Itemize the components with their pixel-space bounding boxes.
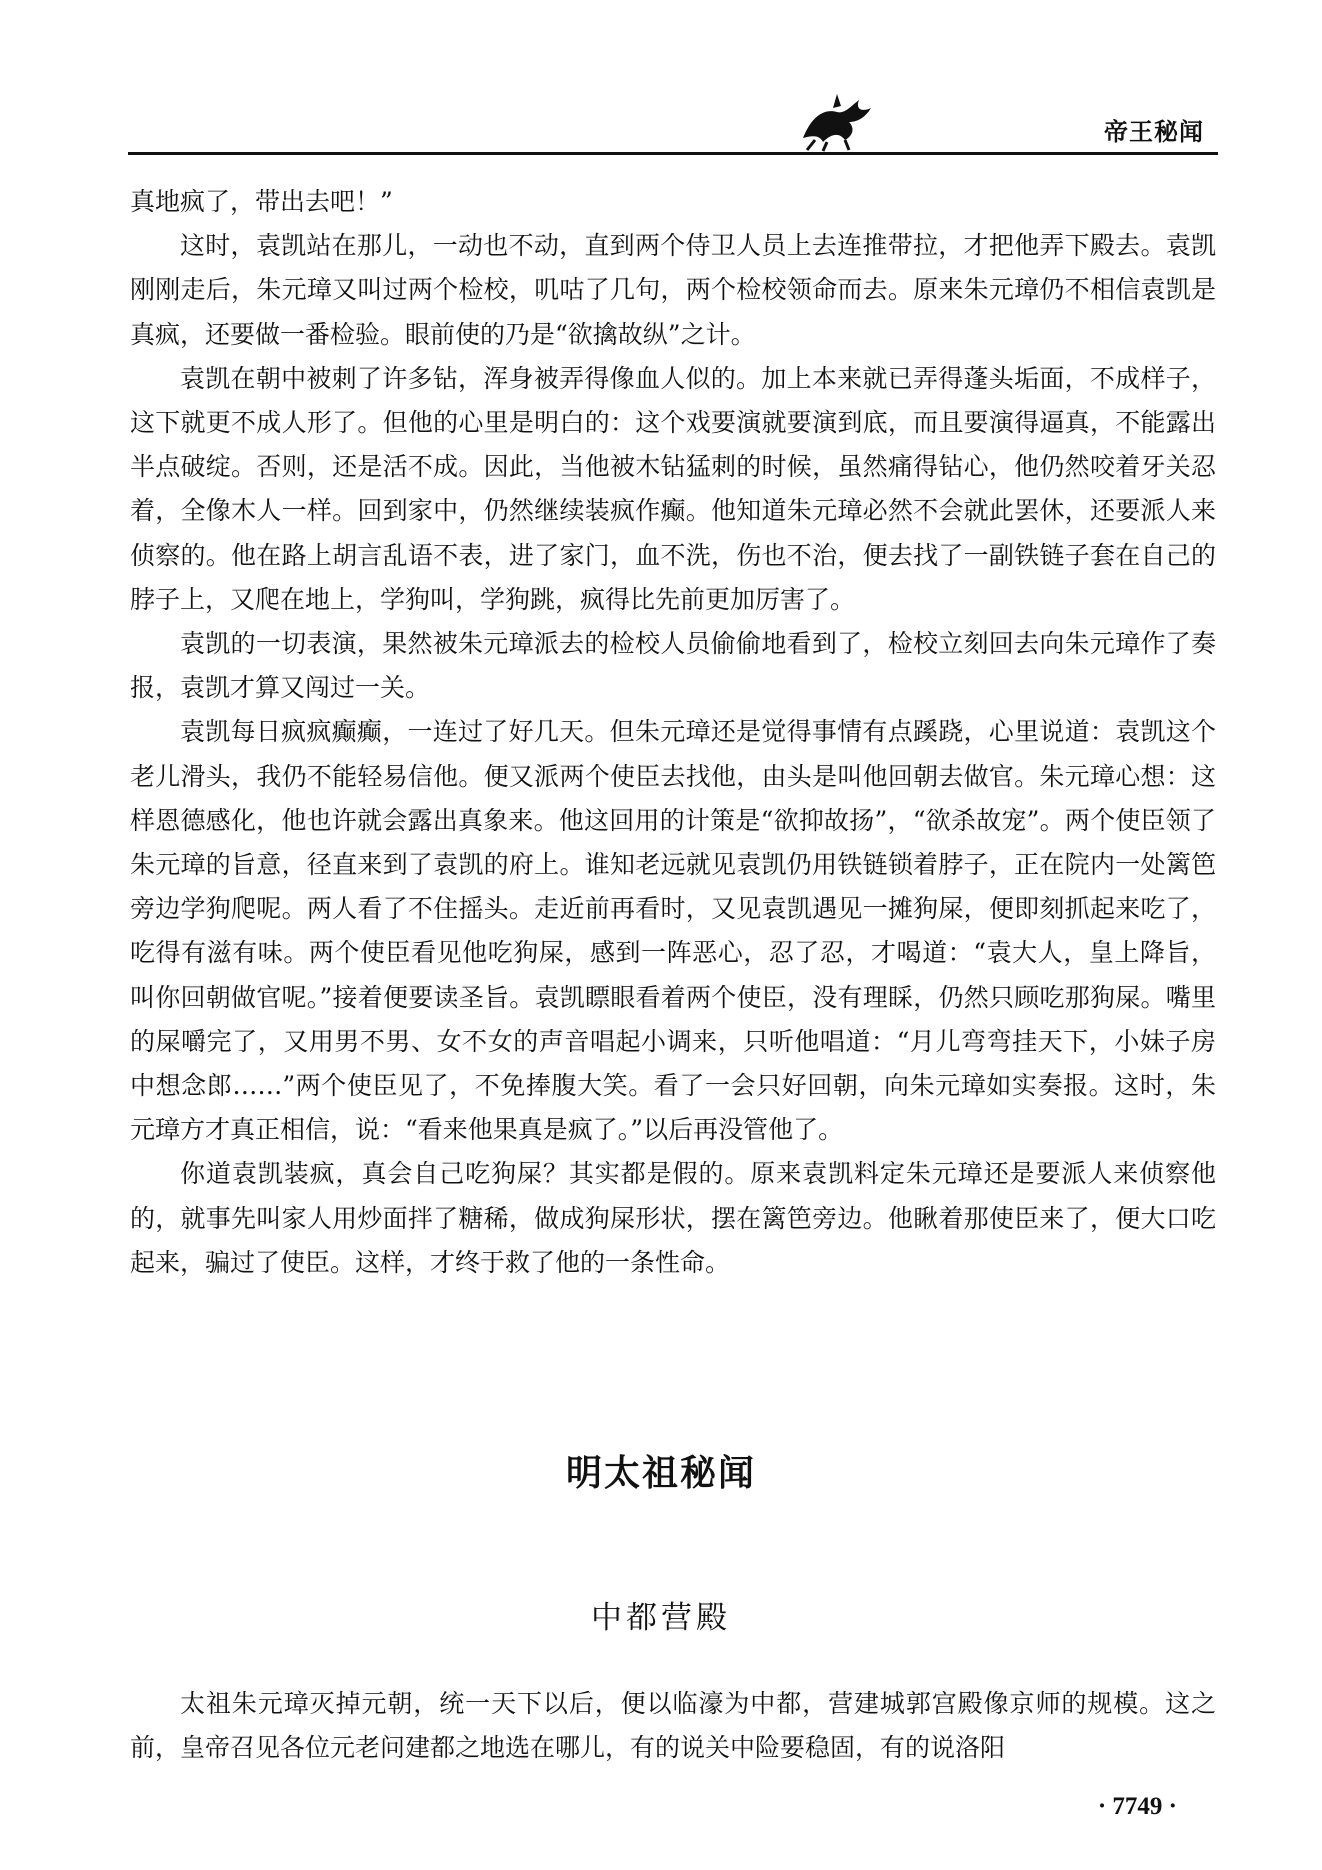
paragraph: 袁凯每日疯疯癫癫，一连过了好几天。但朱元璋还是觉得事情有点蹊跷，心里说道：袁凯这个老儿滑头，我仍不能轻易信他。便又派两个使臣去找他，由头是叫他回朝去做官。朱元璋心想：这样恩德感化，他也许就会露出真象来。他这回用的计策是“欲抑故扬”，“欲杀故宠”。两个使臣领了朱元璋的旨意，径直来到了袁凯的府上。谁知老远就见袁凯仍用铁链锁着脖子，正在院内一处篱笆旁边学狗爬呢。两人看了不住摇头。走近前再看时，又见袁凯遇见一摊狗屎，便即刻抓起来吃了，吃得有滋有味。两个使臣看见他吃狗屎，感到一阵恶心，忍了忍，才喝道：“袁大人，皇上降旨，叫你回朝做官呢。”接着便要读圣旨。袁凯瞟眼看着两个使臣，没有理睬，仍然只顾吃那狗屎。嘴里的屎嚼完了，又用男不男、女不女的声音唱起小调来，只听他唱道：“月儿弯弯挂天下，小妹子房中想念郎……”两个使臣见了，不免捧腹大笑。看了一会只好回朝，向朱元璋如实奏报。这时，朱元璋方才真正相信，说：“看来他果真是疯了。”以后再没管他了。 — [130, 717, 1216, 1145]
paragraph: 袁凯在朝中被刺了许多钻，浑身被弄得像血人似的。加上本来就已弄得蓬头垢面，不成样子，这下就更不成人形了。但他的心里是明白的：这个戏要演就要演到底，而且要演得逼真，不能露出半点破绽。否则，还是活不成。因此，当他被木钻猛刺的时候，虽然痛得钻心，他仍然咬着牙关忍着，全像木人一样。回到家中，仍然继续装疯作癫。他知道朱元璋必然不会就此罢休，还要派人来侦察的。他在路上胡言乱语不表，进了家门，血不洗，伤也不治，便去找了一副铁链子套在自己的脖子上，又爬在地上，学狗叫，学狗跳，疯得比先前更加厉害了。 — [130, 363, 1216, 614]
paragraph: 太祖朱元璋灭掉元朝，统一天下以后，便以临濠为中都，营建城郭宫殿像京师的规模。这之前，皇帝召见各位元老问建都之地选在哪儿，有的说关中险要稳固，有的说洛阳 — [130, 1689, 1216, 1763]
paragraph: 真地疯了，带出去吧！” — [130, 187, 393, 216]
paragraph: 袁凯的一切表演，果然被朱元璋派去的检校人员偷偷地看到了，检校立刻回去向朱元璋作了奏报，袁凯才算又闯过一关。 — [130, 629, 1216, 703]
section-title: 中都营殿 — [591, 1600, 731, 1636]
running-head: 帝王秘闻 — [1104, 118, 1204, 146]
dragon-emblem-icon — [793, 88, 879, 152]
page-number: · 7749 · — [1097, 1793, 1177, 1820]
chapter-title: 明太祖秘闻 — [565, 1453, 756, 1494]
body-text — [130, 180, 1216, 1285]
header-rule — [128, 152, 1218, 155]
paragraph: 这时，袁凯站在那儿，一动也不动，直到两个侍卫人员上去连推带拉，才把他弄下殿去。袁凯刚刚走后，朱元璋又叫过两个检校，叽咕了几句，两个检校领命而去。原来朱元璋仍不相信袁凯是真疯，还要做一番检验。眼前使的乃是“欲擒故纵”之计。 — [130, 231, 1216, 349]
section-body-text — [130, 1682, 1216, 1770]
paragraph: 你道袁凯装疯，真会自己吃狗屎？其实都是假的。原来袁凯料定朱元璋还是要派人来侦察他的，就事先叫家人用炒面拌了糖稀，做成狗屎形状，摆在篱笆旁边。他瞅着那使臣来了，便大口吃起来，骗过了使臣。这样，才终于救了他的一条性命。 — [130, 1159, 1216, 1277]
page-header — [128, 88, 1218, 160]
